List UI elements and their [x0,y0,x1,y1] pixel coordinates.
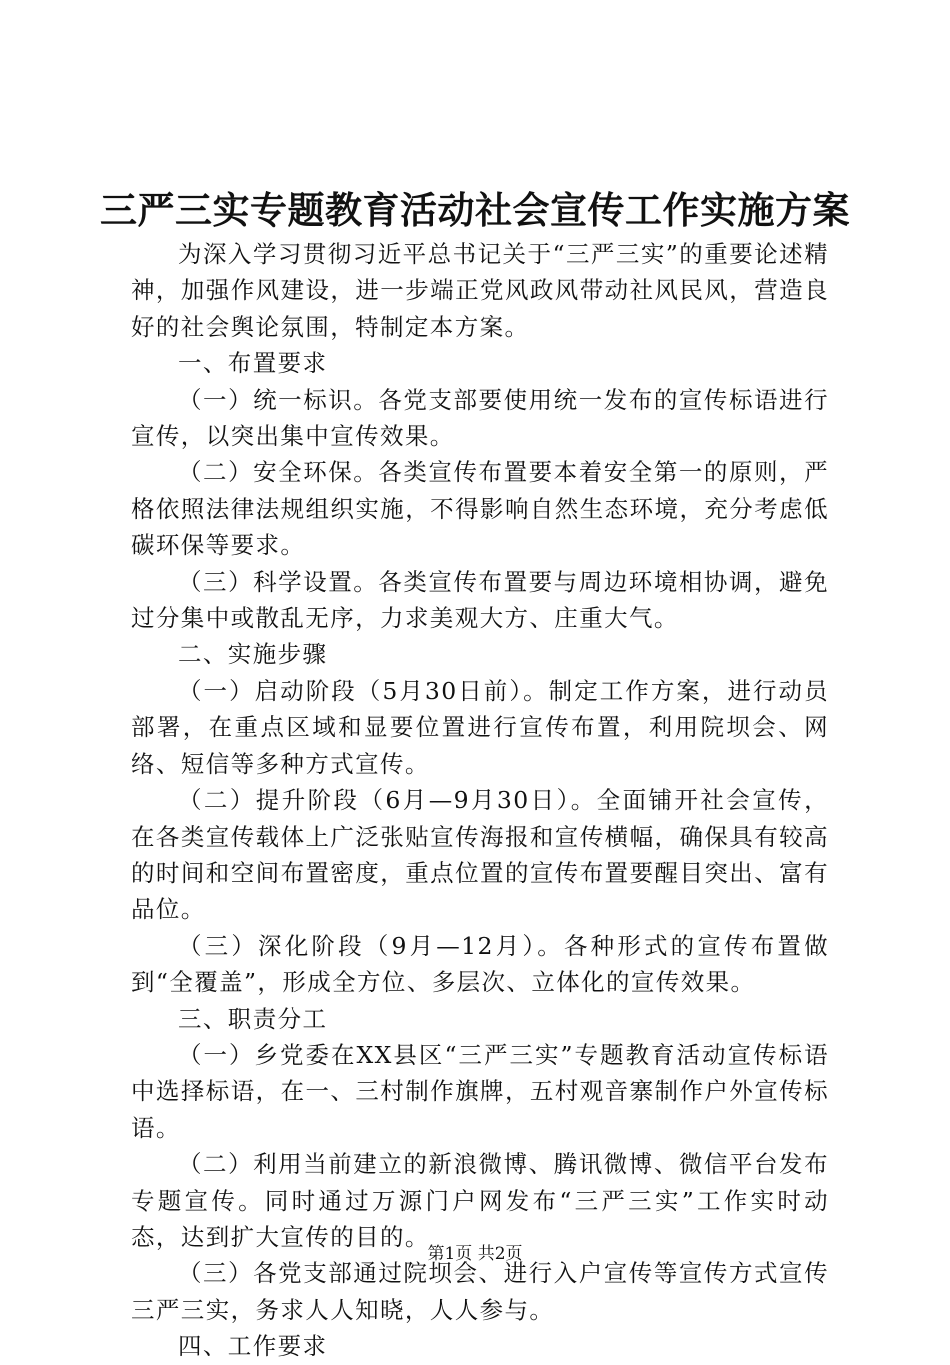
paragraph: （二）安全环保。各类宣传布置要本着安全第一的原则，严格依照法律法规组织实施，不得影响自然生态环境，充分考虑低碳环保等要求。 [131,458,829,560]
section-heading: 二、实施步骤 [178,640,328,669]
document-body [131,236,829,1365]
paragraph: （二）提升阶段（6月—9月30日）。全面铺开社会宣传，在各类宣传载体上广泛张贴宣传海报和宣传横幅，确保具有较高的时间和空间布置密度，重点位置的宣传布置要醒目突出、富有品位。 [131,786,829,924]
paragraph: （一）统一标识。各党支部要使用统一发布的宣传标语进行宣传，以突出集中宣传效果。 [131,385,829,451]
page-footer: 第1页 共2页 [427,1244,523,1264]
paragraph: （二）利用当前建立的新浪微博、腾讯微博、微信平台发布专题宣传。同时通过万源门户网发布“三严三实”工作实时动态，达到扩大宣传的目的。 [131,1150,829,1251]
intro-paragraph: 为深入学习贯彻习近平总书记关于“三严三实”的重要论述精神，加强作风建设，进一步端正党风政风带动社风民风，营造良好的社会舆论氛围，特制定本方案。 [131,240,829,341]
paragraph: （三）科学设置。各类宣传布置要与周边环境相协调，避免过分集中或散乱无序，力求美观大方、庄重大气。 [131,567,829,633]
paragraph: （一）乡党委在XX县区“三严三实”专题教育活动宣传标语中选择标语，在一、三村制作旗牌，五村观音寨制作户外宣传标语。 [131,1040,829,1142]
paragraph: （一）启动阶段（5月30日前）。制定工作方案，进行动员部署，在重点区域和显要位置进行宣传布置，利用院坝会、网络、短信等多种方式宣传。 [131,676,829,778]
paragraph: （三）各党支部通过院坝会、进行入户宣传等宣传方式宣传三严三实，务求人人知晓，人人参与。 [131,1259,829,1324]
section-heading: 一、布置要求 [178,349,328,378]
section-heading: 四、工作要求 [178,1332,328,1361]
page-title: 三严三实专题教育活动社会宣传工作实施方案 [100,188,850,232]
section-heading: 三、职责分工 [178,1004,328,1033]
paragraph: （三）深化阶段（9月—12月）。各种形式的宣传布置做到“全覆盖”，形成全方位、多层次、立体化的宣传效果。 [131,931,829,997]
